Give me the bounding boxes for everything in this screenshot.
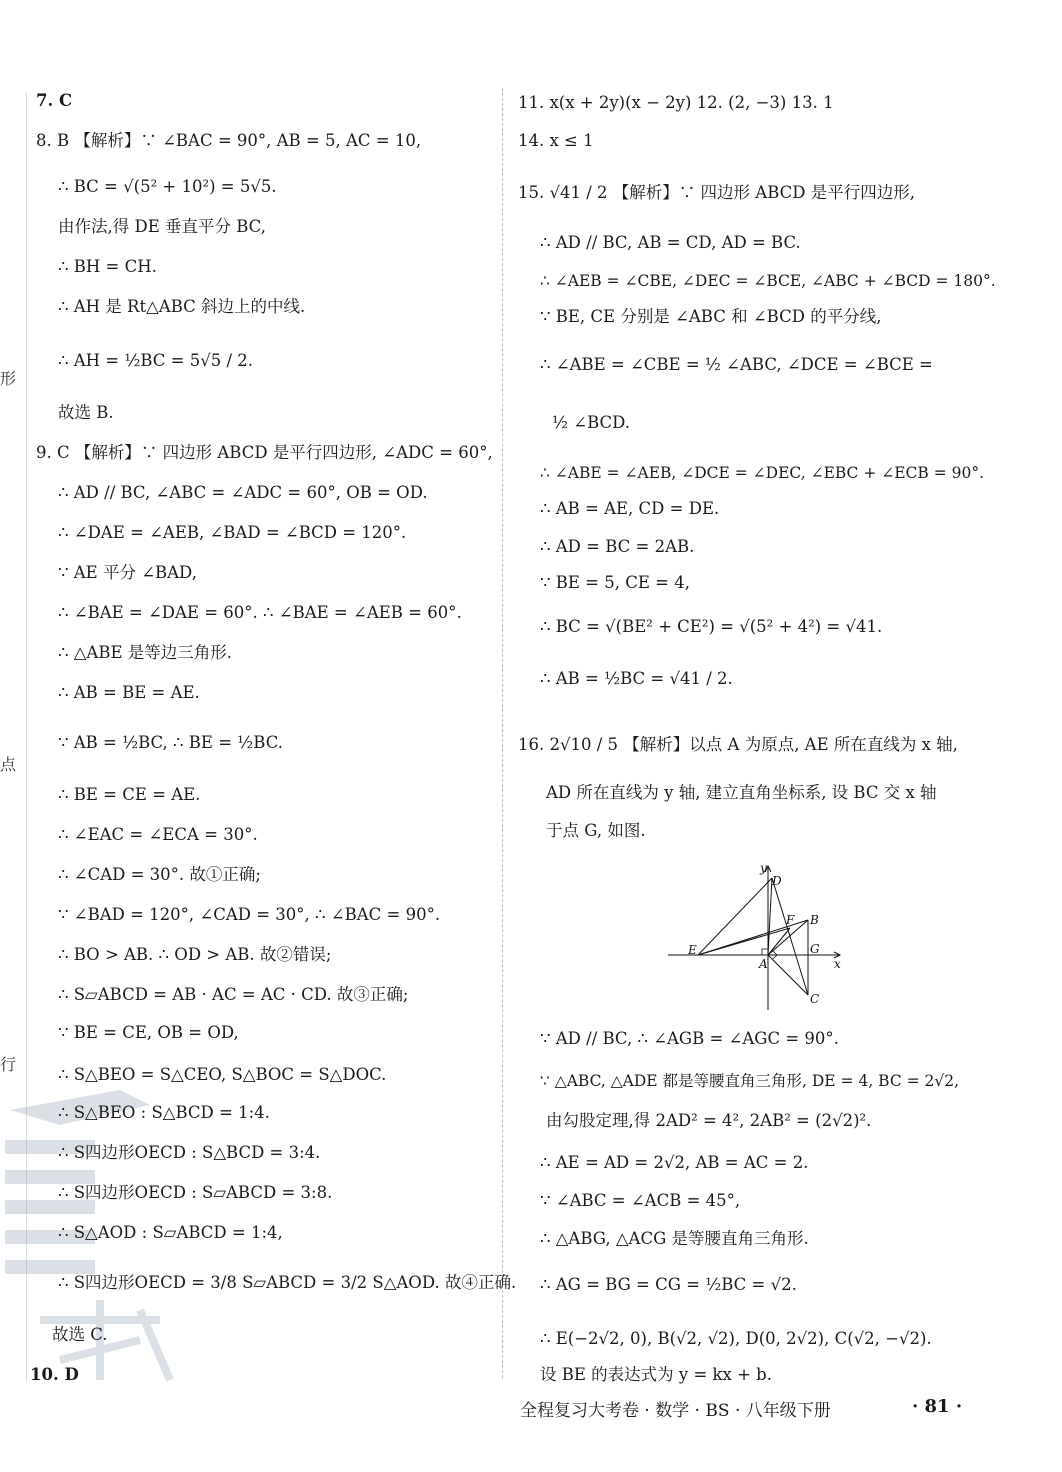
margin-fragment: 形 [0,369,17,388]
margin-fragment: 点 [0,755,17,774]
answer-line: 故选 C. [52,1325,108,1344]
answer-line: 故选 B. [58,403,114,422]
coordinate-figure [668,860,848,1010]
answer-line: ∵ AB = ½BC, ∴ BE = ½BC. [58,733,283,752]
answer-line: 15. √41 / 2 【解析】∵ 四边形 ABCD 是平行四边形, [518,183,915,202]
answer-line: ∴ AH 是 Rt△ABC 斜边上的中线. [58,297,306,316]
answer-line: ∴ S△BEO : S△BCD = 1:4. [58,1103,270,1122]
label-D: D [772,874,782,888]
footer-title: 全程复习大考卷 · 数学 · BS · 八年级下册 [520,1401,831,1421]
answer-line: ∵ AD // BC, ∴ ∠AGB = ∠AGC = 90°. [540,1029,839,1048]
answer-line: ∴ ∠DAE = ∠AEB, ∠BAD = ∠BCD = 120°. [58,523,407,542]
answer-line: ∴ ∠BAE = ∠DAE = 60°. ∴ ∠BAE = ∠AEB = 60°. [58,603,462,622]
label-x: x [834,957,841,971]
margin-fragment: 行 [0,1055,17,1074]
answer-line: ∴ E(−2√2, 0), B(√2, √2), D(0, 2√2), C(√2, −√2). [540,1329,932,1348]
answer-line: ∴ AD = BC = 2AB. [540,537,695,556]
answer-line: 9. C 【解析】∵ 四边形 ABCD 是平行四边形, ∠ADC = 60°, [36,443,493,462]
label-G: G [810,942,820,956]
answer-line: ∴ BO > AB. ∴ OD > AB. 故②错误; [58,945,332,964]
answer-line: ∴ BC = √(BE² + CE²) = √(5² + 4²) = √41. [540,617,883,636]
answer-line: ∵ BE = 5, CE = 4, [540,573,690,592]
answer-line: AD 所在直线为 y 轴, 建立直角坐标系, 设 BC 交 x 轴 [546,783,937,802]
answer-line: ∴ AD // BC, ∠ABC = ∠ADC = 60°, OB = OD. [58,483,428,502]
answer-line: ∴ S▱ABCD = AB · AC = AC · CD. 故③正确; [58,985,409,1004]
answer-line: 11. x(x + 2y)(x − 2y) 12. (2, −3) 13. 1 [518,93,834,112]
label-E: E [688,943,697,957]
label-C: C [810,992,820,1006]
answer-line: 16. 2√10 / 5 【解析】以点 A 为原点, AE 所在直线为 x 轴, [518,735,958,754]
answer-line: ∴ S△AOD : S▱ABCD = 1:4, [58,1223,283,1242]
right-angle-mark [762,949,768,955]
answer-line: ∵ △ABC, △ADE 都是等腰直角三角形, DE = 4, BC = 2√2, [540,1072,960,1090]
answer-line: ∴ ∠ABE = ∠AEB, ∠DCE = ∠DEC, ∠EBC + ∠ECB = 90°. [540,464,985,482]
answer-line: ∴ S四边形OECD = 3/8 S▱ABCD = 3/2 S△AOD. 故④正确. [58,1273,517,1292]
answer-line: 于点 G, 如图. [546,821,646,840]
answer-line: ½ ∠BCD. [552,413,631,432]
answer-line: ∴ △ABG, △ACG 是等腰直角三角形. [540,1229,809,1248]
answer-line: ∴ BE = CE = AE. [58,785,201,804]
answer-line: ∴ AD // BC, AB = CD, AD = BC. [540,233,801,252]
label-y: y [760,861,767,875]
answer-line: ∴ ∠ABE = ∠CBE = ½ ∠ABC, ∠DCE = ∠BCE = [540,355,933,374]
segment-EF [698,928,790,955]
answer-line: ∴ S四边形OECD : S▱ABCD = 3:8. [58,1183,333,1202]
answer-line: ∴ BH = CH. [58,257,157,276]
label-A: A [759,957,768,971]
answer-line: ∴ ∠CAD = 30°. 故①正确; [58,865,261,884]
answer-line: ∴ S△BEO = S△CEO, S△BOC = S△DOC. [58,1065,387,1084]
answer-line: ∴ △ABE 是等边三角形. [58,643,233,662]
answer-line: ∴ AB = ½BC = √41 / 2. [540,669,733,688]
page-number: · 81 · [912,1396,963,1417]
answer-line: 7. C [36,91,73,110]
label-B: B [810,913,819,927]
answer-line: ∴ AE = AD = 2√2, AB = AC = 2. [540,1153,809,1172]
segment-DA [768,878,772,955]
answer-line: 由作法,得 DE 垂直平分 BC, [58,217,266,236]
answer-line: 8. B 【解析】∵ ∠BAC = 90°, AB = 5, AC = 10, [36,131,422,150]
answer-line: ∵ AE 平分 ∠BAD, [58,563,197,582]
answer-line: ∴ AH = ½BC = 5√5 / 2. [58,351,254,370]
answer-line: 由勾股定理,得 2AD² = 4², 2AB² = (2√2)². [546,1111,872,1130]
answer-line: ∴ AB = AE, CD = DE. [540,499,720,518]
answer-line: ∴ ∠AEB = ∠CBE, ∠DEC = ∠BCE, ∠ABC + ∠BCD = 180°. [540,272,996,290]
column-divider [502,88,503,1378]
answer-line: ∵ BE, CE 分别是 ∠ABC 和 ∠BCD 的平分线, [540,307,882,326]
answer-line: 10. D [30,1365,79,1384]
answer-line: ∴ BC = √(5² + 10²) = 5√5. [58,177,277,196]
answer-line: ∵ BE = CE, OB = OD, [58,1023,239,1042]
answer-line: ∴ ∠EAC = ∠ECA = 30°. [58,825,258,844]
answer-line: 14. x ≤ 1 [518,131,594,150]
answer-line: ∵ ∠BAD = 120°, ∠CAD = 30°, ∴ ∠BAC = 90°. [58,905,441,924]
answer-line: ∴ AG = BG = CG = ½BC = √2. [540,1275,797,1294]
answer-line: ∴ AB = BE = AE. [58,683,200,702]
answer-line: ∴ S四边形OECD : S△BCD = 3:4. [58,1143,321,1162]
answer-line: 设 BE 的表达式为 y = kx + b. [540,1365,772,1384]
answer-line: ∵ ∠ABC = ∠ACB = 45°, [540,1191,741,1210]
label-F: F [786,913,795,927]
